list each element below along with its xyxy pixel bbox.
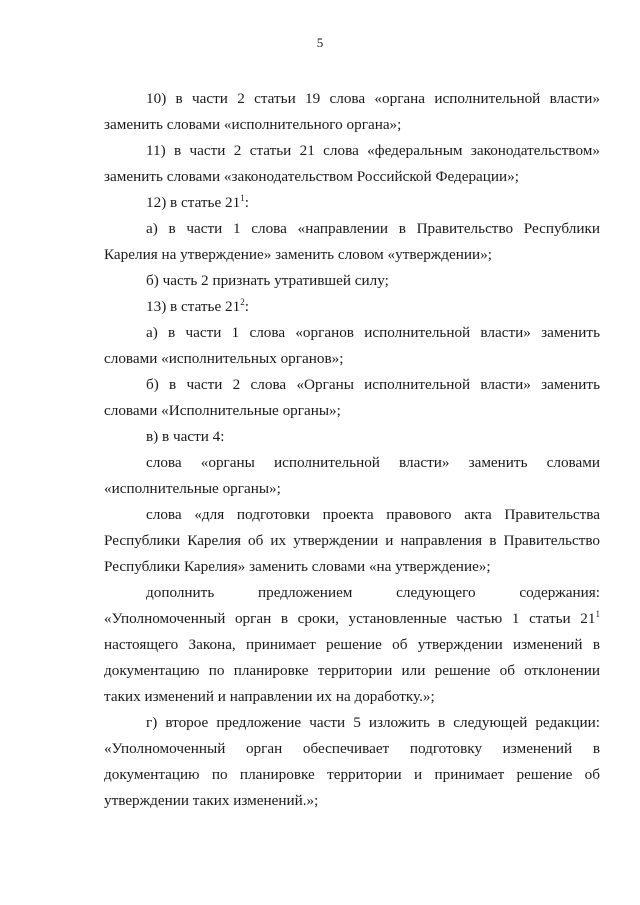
paragraph-12-a: а) в части 1 слова «направлении в Правительство Республики Карелия на утверждение» заменить словом «утверждении»; bbox=[104, 220, 600, 263]
paragraph-12-text: 12) в статье 21 bbox=[146, 194, 241, 211]
paragraph-13-v: в) в части 4: bbox=[146, 428, 225, 445]
paragraph-13-text: 13) в статье 21 bbox=[146, 298, 241, 315]
paragraph-13-b: б) в части 2 слова «Органы исполнительной власти» заменить словами «Исполнительные органы»; bbox=[104, 376, 600, 419]
paragraph-13-g: г) второе предложение части 5 изложить в следующей редакции: «Уполномоченный орган обеспечивает подготовку изменений в документацию по планировке территории и принимает решение об утверждении таких изменений.»; bbox=[104, 714, 600, 809]
paragraph-12-b: б) часть 2 признать утратившей силу; bbox=[146, 272, 389, 289]
paragraph-11: 11) в части 2 статьи 21 слова «федеральным законодательством» заменить словами «законодательством Российской Федерации»; bbox=[104, 142, 600, 185]
paragraph-13-v-3 bbox=[104, 580, 600, 710]
paragraph-13-v-3-rest: настоящего Закона, принимает решение об утверждении изменений в документацию по планировке территории или решение об отклонении таких изменений и направлении их на доработку.»; bbox=[104, 636, 600, 705]
paragraph-12 bbox=[104, 190, 600, 216]
paragraph-13-v-3-text: дополнить предложением следующего содержания: «Уполномоченный орган в сроки, установленные частью 1 статьи 21 bbox=[104, 584, 600, 627]
paragraph-13-v-1: слова «органы исполнительной власти» заменить словами «исполнительные органы»; bbox=[104, 454, 600, 497]
page-number: 5 bbox=[316, 35, 324, 50]
paragraph-13-a: а) в части 1 слова «органов исполнительной власти» заменить словами «исполнительных органов»; bbox=[104, 324, 600, 367]
paragraph-13-v-2: слова «для подготовки проекта правового акта Правительства Республики Карелия об их утверждении и направления в Правительство Республики Карелия» заменить словами «на утверждение»; bbox=[104, 506, 600, 575]
paragraph-12-colon: : bbox=[244, 194, 249, 211]
superscript-1: 1 bbox=[240, 193, 245, 203]
superscript-1b: 1 bbox=[595, 609, 600, 619]
paragraph-13-colon: : bbox=[244, 298, 249, 315]
paragraph-10: 10) в части 2 статьи 19 слова «органа исполнительной власти» заменить словами «исполнительного органа»; bbox=[104, 90, 600, 133]
superscript-2: 2 bbox=[240, 297, 245, 307]
document-body bbox=[104, 86, 600, 814]
paragraph-13 bbox=[104, 294, 600, 320]
